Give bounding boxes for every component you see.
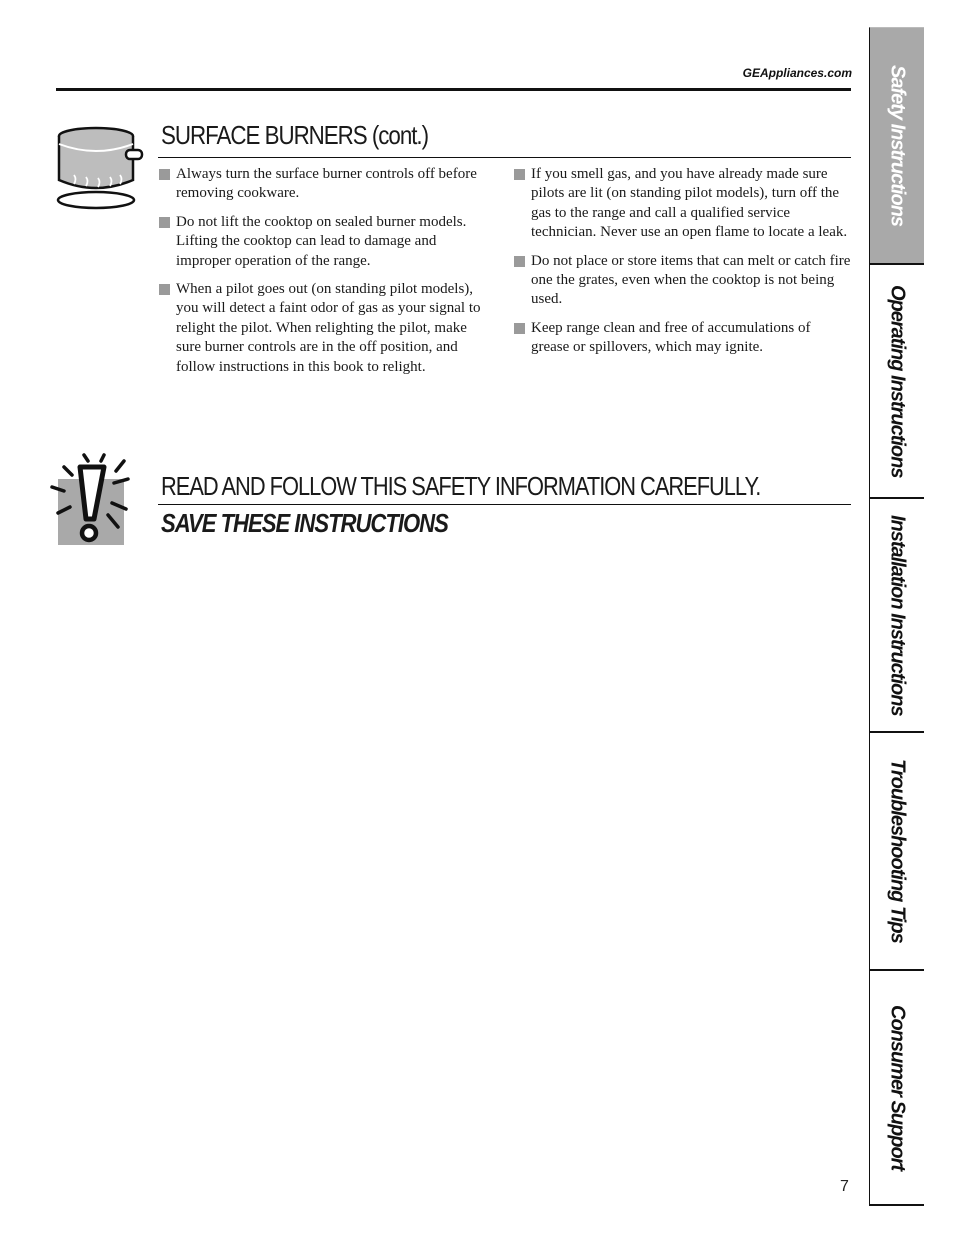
save-instructions-heading: SAVE THESE INSTRUCTIONS xyxy=(161,508,448,538)
square-bullet-icon xyxy=(514,169,525,180)
tab-troubleshooting-tips[interactable] xyxy=(869,733,924,971)
right-bullet-column xyxy=(513,165,851,367)
square-bullet-icon xyxy=(514,323,525,334)
tab-label: Troubleshooting Tips xyxy=(886,759,909,943)
bullet-text: When a pilot goes out (on standing pilot models), you will detect a faint odor of gas as your signal to relight the pilot. When relighting the pilot, make sure burner controls are in the off position, and follow instructions in this book to relight. xyxy=(176,281,481,375)
bullet-text: Keep range clean and free of accumulations of grease or spillovers, which may ignite. xyxy=(531,319,811,356)
section-title: SURFACE BURNERS (cont.) xyxy=(161,120,429,150)
tab-label: Consumer Support xyxy=(886,1004,909,1171)
square-bullet-icon xyxy=(159,169,170,180)
bullet-text: If you smell gas, and you have already made sure pilots are lit (on standing pilot models), turn off the gas to the range and call a qualified service technician. Never use an open flame to locate a leak. xyxy=(531,166,848,241)
tab-installation-instructions[interactable] xyxy=(869,499,924,733)
square-bullet-icon xyxy=(514,256,525,267)
tab-label: Installation Instructions xyxy=(886,514,909,716)
bullet-item xyxy=(158,165,492,204)
bullet-item xyxy=(513,319,851,358)
site-url: GEAppliances.com xyxy=(742,66,852,80)
tab-label: Operating Instructions xyxy=(886,284,909,478)
header-rule xyxy=(56,88,851,91)
bullet-item xyxy=(158,213,492,271)
bullet-text: Do not place or store items that can melt or catch fire one the grates, even when the cooktop is not being used. xyxy=(531,252,851,308)
tab-consumer-support[interactable] xyxy=(869,971,924,1206)
bullet-text: Always turn the surface burner controls off before removing cookware. xyxy=(176,166,477,202)
tab-safety-instructions[interactable] xyxy=(869,27,924,265)
warning-rule xyxy=(158,504,851,505)
section-rule xyxy=(158,157,851,158)
tab-label: Safety Instructions xyxy=(886,64,909,227)
tab-operating-instructions[interactable] xyxy=(869,265,924,499)
bullet-item xyxy=(513,252,851,310)
exclamation-warning-icon xyxy=(44,453,136,549)
cooking-pot-icon xyxy=(52,124,144,216)
bullet-text: Do not lift the cooktop on sealed burner models. Lifting the cooktop can lead to damage and improper operation of the range. xyxy=(176,213,467,269)
left-bullet-column xyxy=(158,165,492,386)
square-bullet-icon xyxy=(159,284,170,295)
side-nav xyxy=(869,27,925,1206)
bullet-item xyxy=(513,165,851,243)
bullet-item xyxy=(158,280,492,377)
warning-heading: READ AND FOLLOW THIS SAFETY INFORMATION CAREFULLY. xyxy=(161,471,761,501)
page-number: 7 xyxy=(840,1178,849,1195)
square-bullet-icon xyxy=(159,217,170,228)
